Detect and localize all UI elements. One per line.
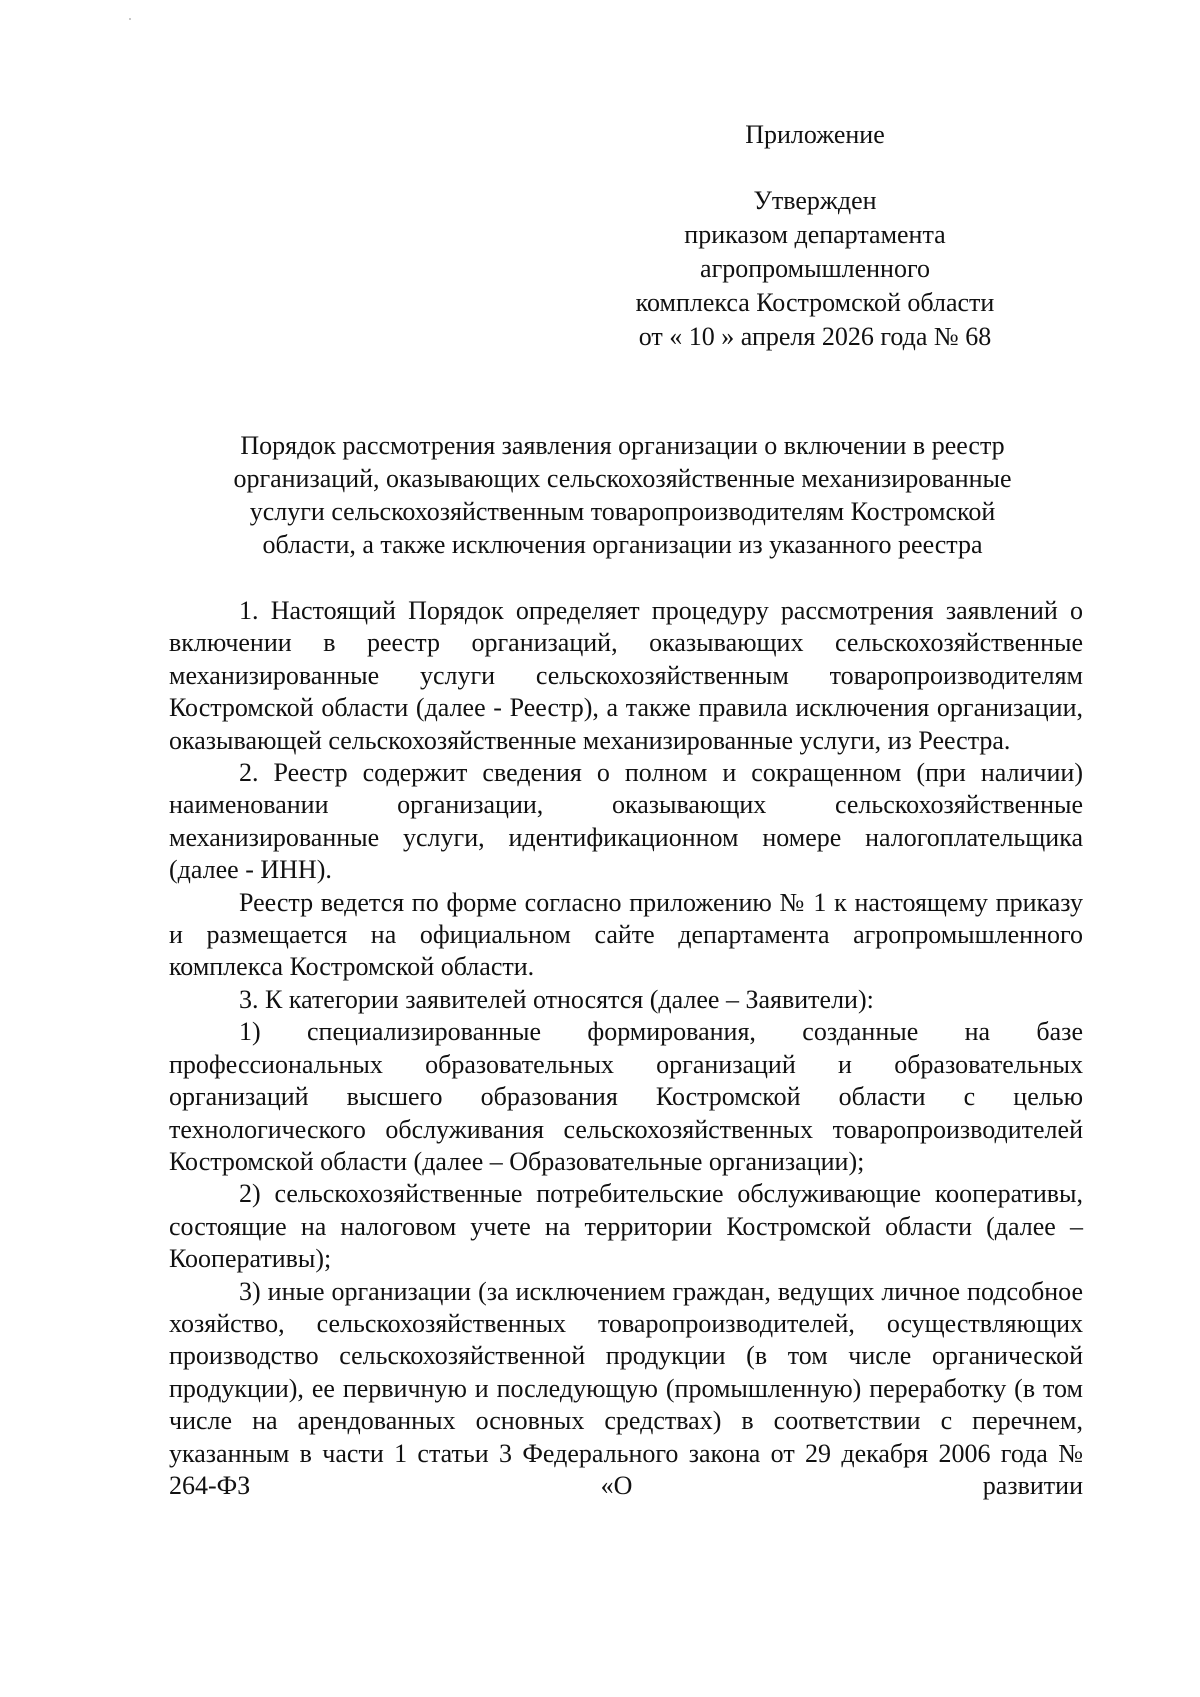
document-title — [150, 429, 1095, 561]
paragraph-register-form: Реестр ведется по форме согласно приложению № 1 к настоящему приказу и размещается на официальном сайте департамента агропромышленного комплекса Костромской области. — [169, 887, 1083, 982]
appendix-label: Приложение — [745, 120, 885, 149]
document-body — [169, 595, 1083, 1502]
paragraph-3-item-2: 2) сельскохозяйственные потребительские обслуживающие кооперативы, состоящие на налоговом учете на территории Костромской области (далее – Кооперативы); — [169, 1179, 1083, 1274]
approval-line: Утвержден — [753, 186, 877, 215]
paragraph-3: 3. К категории заявителей относятся (далее – Заявители): — [239, 984, 874, 1014]
paragraph-3-item-1: 1) специализированные формирования, созданные на базе профессиональных образовательных организаций и образовательных организаций высшего образования Костромской области с целью технологического обслуживания сельскохозяйственных товаропроизводителей Костромской области (далее – Образовательные организации); — [169, 1017, 1083, 1176]
title-line: организаций, оказывающих сельскохозяйственные механизированные — [233, 464, 1012, 493]
approval-line: приказом департамента — [684, 220, 946, 249]
approval-stamp-text — [600, 184, 1030, 354]
title-line: области, а также исключения организации из указанного реестра — [262, 530, 983, 559]
title-line: Порядок рассмотрения заявления организации о включении в реестр — [240, 431, 1005, 460]
approval-line: агропромышленного — [700, 254, 930, 283]
paragraph-2: 2. Реестр содержит сведения о полном и сокращенном (при наличии) наименовании организации, оказывающих сельскохозяйственные механизированные услуги, идентификационном номере налогоплательщика (далее - ИНН). — [169, 758, 1083, 885]
paragraph-3-item-3: 3) иные организации (за исключением граждан, ведущих личное подсобное хозяйство, сельскохозяйственных товаропроизводителей, осуществляющих производство сельскохозяйственной продукции (в том числе органической продукции), ее первичную и последующую (промышленную) переработку (в том числе на арендованных основных средствах) в соответствии с перечнем, указанным в части 1 статьи 3 Федерального закона от 29 декабря 2006 года № 264-ФЗ «О развитии — [169, 1276, 1083, 1500]
approval-line: от « 10 » апреля 2026 года № 68 — [638, 322, 992, 351]
approval-line: комплекса Костромской области — [635, 288, 995, 317]
scan-speck — [129, 18, 131, 20]
title-line: услуги сельскохозяйственным товаропроизводителям Костромской — [249, 497, 996, 526]
paragraph-1: 1. Настоящий Порядок определяет процедуру рассмотрения заявлений о включении в реестр организаций, оказывающих сельскохозяйственные механизированные услуги сельскохозяйственным товаропроизводителям Костромской области (далее - Реестр), а также правила исключения организации, оказывающей сельскохозяйственные механизированные услуги, из Реестра. — [169, 596, 1083, 755]
